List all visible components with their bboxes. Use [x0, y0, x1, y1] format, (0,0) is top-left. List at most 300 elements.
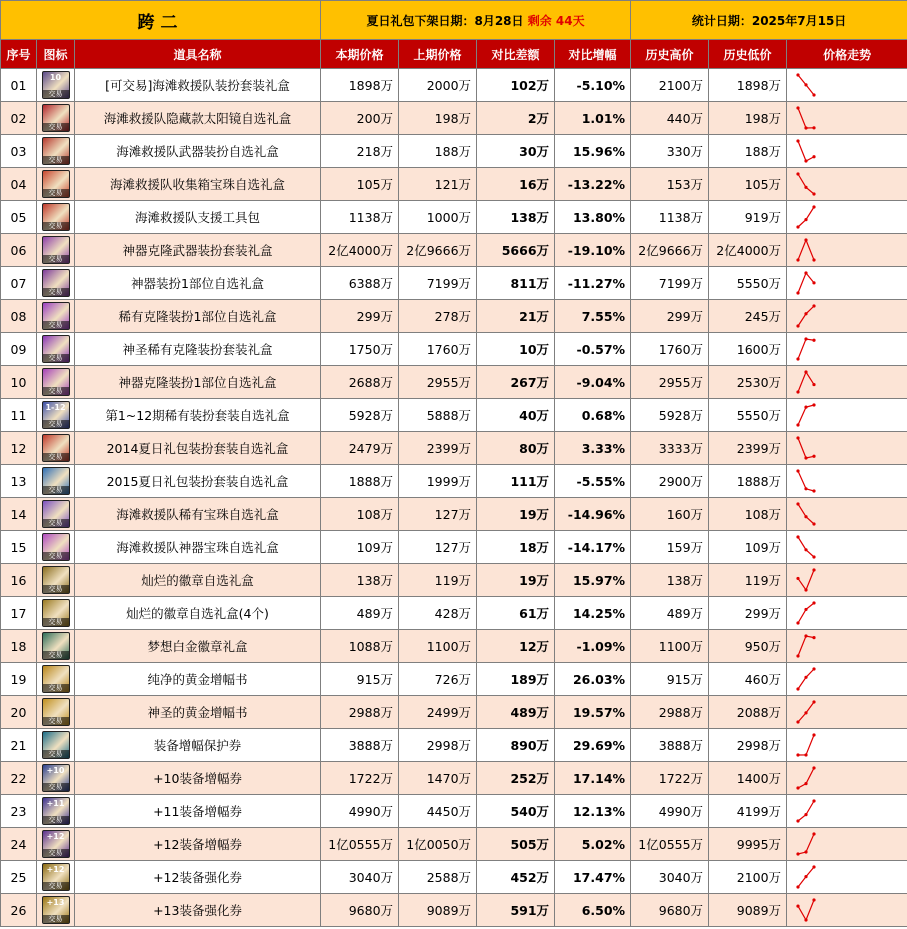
- previous-price: 2亿9666万: [399, 234, 477, 267]
- previous-price: 4450万: [399, 795, 477, 828]
- trend-point: [804, 83, 807, 86]
- history-low: 2998万: [709, 729, 787, 762]
- history-high: 440万: [631, 102, 709, 135]
- trend-line: [798, 207, 814, 227]
- trend-point: [796, 73, 799, 76]
- current-price: 6388万: [321, 267, 399, 300]
- trend-point: [812, 568, 815, 571]
- item-name: [可交易]海滩救援队装扮套装礼盒: [75, 69, 321, 102]
- row-number: 24: [1, 828, 37, 861]
- price-difference: 30万: [477, 135, 555, 168]
- trade-label: 交易: [43, 288, 69, 296]
- history-high: 2亿9666万: [631, 234, 709, 267]
- icon-tag: +12: [46, 865, 65, 874]
- plus13-enhance-icon: [42, 896, 70, 924]
- price-difference: 138万: [477, 201, 555, 234]
- price-change-percent: -14.17%: [555, 531, 631, 564]
- table-row: [1, 300, 907, 333]
- trend-point: [796, 423, 799, 426]
- item-name: 海滩救援队稀有宝珠自选礼盒: [75, 498, 321, 531]
- item-name: +13装备强化券: [75, 894, 321, 927]
- toolkit-icon: [42, 203, 70, 231]
- history-low: 5550万: [709, 267, 787, 300]
- trend-line: [798, 240, 814, 260]
- row-number: 17: [1, 597, 37, 630]
- trade-label: 交易: [43, 123, 69, 131]
- server-title: 跨二: [1, 1, 321, 40]
- row-number: 03: [1, 135, 37, 168]
- trend-point: [812, 155, 815, 158]
- table-row: [1, 894, 907, 927]
- row-number: 07: [1, 267, 37, 300]
- item-name: 海滩救援队武器装扮自选礼盒: [75, 135, 321, 168]
- deadline-info: [321, 1, 631, 40]
- icon-cell: [37, 498, 75, 531]
- history-high: 7199万: [631, 267, 709, 300]
- table-row: [1, 267, 907, 300]
- column-header: 历史高价: [631, 40, 709, 69]
- current-price: 3888万: [321, 729, 399, 762]
- trade-label: 交易: [43, 915, 69, 923]
- trend-line: [798, 669, 814, 689]
- price-difference: 111万: [477, 465, 555, 498]
- history-low: 1888万: [709, 465, 787, 498]
- icon-cell: [37, 102, 75, 135]
- current-price: 109万: [321, 531, 399, 564]
- trade-label: 交易: [43, 387, 69, 395]
- price-change-percent: 0.68%: [555, 399, 631, 432]
- current-price: 2479万: [321, 432, 399, 465]
- trend-point: [796, 225, 799, 228]
- trend-line: [798, 141, 814, 161]
- history-high: 915万: [631, 663, 709, 696]
- item-name: +12装备强化券: [75, 861, 321, 894]
- platinum-badge-icon: [42, 632, 70, 660]
- column-header: 上期价格: [399, 40, 477, 69]
- previous-price: 2000万: [399, 69, 477, 102]
- trend-point: [804, 456, 807, 459]
- price-change-percent: 7.55%: [555, 300, 631, 333]
- trend-cell: [787, 729, 907, 762]
- trade-label: 交易: [43, 552, 69, 560]
- history-high: 1亿0555万: [631, 828, 709, 861]
- row-number: 22: [1, 762, 37, 795]
- trend-sparkline: [792, 203, 902, 231]
- trend-sparkline: [792, 764, 902, 792]
- column-header: 道具名称: [75, 40, 321, 69]
- table-row: [1, 828, 907, 861]
- trend-line: [798, 570, 814, 590]
- weapon-box-icon: [42, 137, 70, 165]
- table-row: [1, 69, 907, 102]
- trend-point: [796, 904, 799, 907]
- trend-cell: [787, 795, 907, 828]
- trend-point: [812, 601, 815, 604]
- trend-cell: [787, 168, 907, 201]
- table-row: [1, 729, 907, 762]
- row-number: 26: [1, 894, 37, 927]
- current-price: 1088万: [321, 630, 399, 663]
- icon-tag: 10: [49, 73, 62, 82]
- previous-price: 2499万: [399, 696, 477, 729]
- current-price: 4990万: [321, 795, 399, 828]
- badge-box-icon: [42, 566, 70, 594]
- column-header: 对比增幅: [555, 40, 631, 69]
- row-number: 21: [1, 729, 37, 762]
- table-row: [1, 597, 907, 630]
- history-high: 489万: [631, 597, 709, 630]
- icon-cell: [37, 663, 75, 696]
- price-change-percent: 6.50%: [555, 894, 631, 927]
- price-change-percent: 17.47%: [555, 861, 631, 894]
- trend-cell: [787, 267, 907, 300]
- trend-line: [798, 603, 814, 623]
- trend-point: [812, 766, 815, 769]
- history-low: 2100万: [709, 861, 787, 894]
- price-difference: 102万: [477, 69, 555, 102]
- trend-cell: [787, 498, 907, 531]
- item-name: 灿烂的徽章自选礼盒(4个): [75, 597, 321, 630]
- rare-clone-set-icon: [42, 335, 70, 363]
- table-row: [1, 432, 907, 465]
- previous-price: 119万: [399, 564, 477, 597]
- row-number: 11: [1, 399, 37, 432]
- history-low: 2088万: [709, 696, 787, 729]
- trend-cell: [787, 300, 907, 333]
- table-row: [1, 630, 907, 663]
- table-row: [1, 762, 907, 795]
- history-low: 2530万: [709, 366, 787, 399]
- protection-ticket-icon: [42, 731, 70, 759]
- rare-costume-box-icon: [42, 401, 70, 429]
- price-change-percent: -11.27%: [555, 267, 631, 300]
- price-change-percent: 29.69%: [555, 729, 631, 762]
- sunglasses-box-icon: [42, 104, 70, 132]
- current-price: 2688万: [321, 366, 399, 399]
- trend-line: [798, 504, 814, 524]
- trend-cell: [787, 531, 907, 564]
- history-high: 1722万: [631, 762, 709, 795]
- trend-line: [798, 438, 814, 458]
- trend-point: [804, 312, 807, 315]
- trend-cell: [787, 234, 907, 267]
- table-row: [1, 399, 907, 432]
- history-low: 460万: [709, 663, 787, 696]
- trade-label: 交易: [43, 684, 69, 692]
- price-change-percent: -9.04%: [555, 366, 631, 399]
- previous-price: 278万: [399, 300, 477, 333]
- trend-point: [812, 667, 815, 670]
- trend-point: [812, 799, 815, 802]
- trend-point: [796, 390, 799, 393]
- history-high: 1138万: [631, 201, 709, 234]
- icon-cell: [37, 597, 75, 630]
- previous-price: 1100万: [399, 630, 477, 663]
- previous-price: 1000万: [399, 201, 477, 234]
- trend-cell: [787, 366, 907, 399]
- trend-point: [804, 753, 807, 756]
- current-price: 915万: [321, 663, 399, 696]
- table-row: [1, 168, 907, 201]
- trend-point: [804, 186, 807, 189]
- trend-cell: [787, 828, 907, 861]
- table-row: [1, 135, 907, 168]
- trend-point: [812, 403, 815, 406]
- trend-point: [796, 885, 799, 888]
- trend-cell: [787, 432, 907, 465]
- history-high: 153万: [631, 168, 709, 201]
- icon-cell: [37, 201, 75, 234]
- item-name: 神器克隆装扮1部位自选礼盒: [75, 366, 321, 399]
- row-number: 04: [1, 168, 37, 201]
- table-row: [1, 795, 907, 828]
- history-low: 1600万: [709, 333, 787, 366]
- price-difference: 10万: [477, 333, 555, 366]
- artifact-orb-box-icon: [42, 533, 70, 561]
- trade-label: 交易: [43, 717, 69, 725]
- trend-point: [812, 636, 815, 639]
- history-high: 2900万: [631, 465, 709, 498]
- trend-point: [804, 487, 807, 490]
- trade-label: 交易: [43, 519, 69, 527]
- item-name: 海滩救援队收集箱宝珠自选礼盒: [75, 168, 321, 201]
- trend-point: [796, 852, 799, 855]
- trend-point: [804, 515, 807, 518]
- price-difference: 12万: [477, 630, 555, 663]
- icon-cell: [37, 300, 75, 333]
- price-difference: 40万: [477, 399, 555, 432]
- history-low: 5550万: [709, 399, 787, 432]
- trend-line: [798, 273, 814, 293]
- icon-cell: [37, 135, 75, 168]
- icon-cell: [37, 399, 75, 432]
- trade-label: 交易: [43, 354, 69, 362]
- icon-cell: [37, 696, 75, 729]
- trend-point: [812, 383, 815, 386]
- item-name: 纯净的黄金增幅书: [75, 663, 321, 696]
- column-header: 图标: [37, 40, 75, 69]
- icon-cell: [37, 69, 75, 102]
- current-price: 299万: [321, 300, 399, 333]
- price-difference: 540万: [477, 795, 555, 828]
- previous-price: 9089万: [399, 894, 477, 927]
- item-name: 海滩救援队隐藏款太阳镜自选礼盒: [75, 102, 321, 135]
- trend-sparkline: [792, 137, 902, 165]
- price-difference: 19万: [477, 498, 555, 531]
- row-number: 13: [1, 465, 37, 498]
- history-high: 330万: [631, 135, 709, 168]
- column-header: 历史低价: [709, 40, 787, 69]
- price-difference: 2万: [477, 102, 555, 135]
- column-header: 本期价格: [321, 40, 399, 69]
- icon-cell: [37, 894, 75, 927]
- trend-point: [796, 654, 799, 657]
- item-name: 稀有克隆装扮1部位自选礼盒: [75, 300, 321, 333]
- trend-point: [812, 93, 815, 96]
- item-name: 灿烂的徽章自选礼盒: [75, 564, 321, 597]
- trend-point: [804, 548, 807, 551]
- price-difference: 489万: [477, 696, 555, 729]
- trend-line: [798, 108, 814, 128]
- plus12-ticket-icon: [42, 830, 70, 858]
- icon-cell: [37, 531, 75, 564]
- current-price: 218万: [321, 135, 399, 168]
- trend-point: [804, 588, 807, 591]
- icon-cell: [37, 795, 75, 828]
- item-name: +10装备增幅券: [75, 762, 321, 795]
- price-change-percent: 13.80%: [555, 201, 631, 234]
- trade-label: 交易: [43, 585, 69, 593]
- table-row: [1, 333, 907, 366]
- trend-sparkline: [792, 269, 902, 297]
- costume-box-icon: [42, 71, 70, 99]
- row-number: 02: [1, 102, 37, 135]
- item-name: 神圣稀有克隆装扮套装礼盒: [75, 333, 321, 366]
- table-row: [1, 861, 907, 894]
- trend-point: [812, 898, 815, 901]
- history-low: 919万: [709, 201, 787, 234]
- trend-point: [812, 281, 815, 284]
- costume-part-icon: [42, 269, 70, 297]
- table-row: [1, 531, 907, 564]
- trade-label: 交易: [43, 882, 69, 890]
- trend-point: [812, 522, 815, 525]
- previous-price: 127万: [399, 531, 477, 564]
- trade-label: 交易: [43, 420, 69, 428]
- trend-cell: [787, 465, 907, 498]
- history-high: 138万: [631, 564, 709, 597]
- icon-tag: +12: [46, 832, 65, 841]
- trend-sparkline: [792, 731, 902, 759]
- column-header: 对比差额: [477, 40, 555, 69]
- rare-orb-box-icon: [42, 500, 70, 528]
- row-number: 06: [1, 234, 37, 267]
- icon-cell: [37, 861, 75, 894]
- trend-line: [798, 339, 814, 359]
- icon-cell: [37, 366, 75, 399]
- history-low: 109万: [709, 531, 787, 564]
- trade-label: 交易: [43, 222, 69, 230]
- trend-cell: [787, 333, 907, 366]
- trend-point: [796, 819, 799, 822]
- icon-cell: [37, 729, 75, 762]
- remaining-days: 剩余 44天: [527, 13, 585, 28]
- history-low: 119万: [709, 564, 787, 597]
- table-row: [1, 201, 907, 234]
- trend-point: [804, 337, 807, 340]
- price-change-percent: 12.13%: [555, 795, 631, 828]
- trend-sparkline: [792, 401, 902, 429]
- history-high: 4990万: [631, 795, 709, 828]
- history-high: 5928万: [631, 399, 709, 432]
- trend-sparkline: [792, 302, 902, 330]
- item-name: 2015夏日礼包装扮套装自选礼盒: [75, 465, 321, 498]
- trade-label: 交易: [43, 651, 69, 659]
- trend-point: [804, 608, 807, 611]
- trend-point: [804, 711, 807, 714]
- trend-point: [812, 865, 815, 868]
- current-price: 9680万: [321, 894, 399, 927]
- history-low: 4199万: [709, 795, 787, 828]
- price-difference: 189万: [477, 663, 555, 696]
- price-change-percent: 19.57%: [555, 696, 631, 729]
- trend-sparkline: [792, 566, 902, 594]
- current-price: 3040万: [321, 861, 399, 894]
- history-low: 9995万: [709, 828, 787, 861]
- trade-label: 交易: [43, 255, 69, 263]
- price-difference: 16万: [477, 168, 555, 201]
- plus12-enhance-icon: [42, 863, 70, 891]
- trade-label: 交易: [43, 189, 69, 197]
- icon-tag: +11: [46, 799, 65, 808]
- previous-price: 2998万: [399, 729, 477, 762]
- trade-label: 交易: [43, 816, 69, 824]
- table-row: [1, 696, 907, 729]
- banner-row: [1, 1, 907, 40]
- trade-label: 交易: [43, 486, 69, 494]
- trend-cell: [787, 630, 907, 663]
- history-high: 159万: [631, 531, 709, 564]
- price-change-percent: 15.96%: [555, 135, 631, 168]
- item-name: 海滩救援队支援工具包: [75, 201, 321, 234]
- icon-tag: 1-12: [45, 403, 66, 412]
- trend-point: [796, 535, 799, 538]
- price-difference: 19万: [477, 564, 555, 597]
- gem-box-icon: [42, 170, 70, 198]
- current-price: 1亿0555万: [321, 828, 399, 861]
- row-number: 16: [1, 564, 37, 597]
- stats-date: 统计日期：2025年7月15日: [631, 1, 907, 40]
- trend-point: [804, 782, 807, 785]
- column-header: 价格走势: [787, 40, 907, 69]
- previous-price: 198万: [399, 102, 477, 135]
- row-number: 14: [1, 498, 37, 531]
- current-price: 1888万: [321, 465, 399, 498]
- trend-cell: [787, 69, 907, 102]
- trend-sparkline: [792, 104, 902, 132]
- trend-sparkline: [792, 797, 902, 825]
- trend-cell: [787, 135, 907, 168]
- history-high: 2100万: [631, 69, 709, 102]
- history-low: 198万: [709, 102, 787, 135]
- history-low: 950万: [709, 630, 787, 663]
- trend-line: [798, 537, 814, 557]
- trade-label: 交易: [43, 90, 69, 98]
- history-low: 105万: [709, 168, 787, 201]
- trend-point: [812, 555, 815, 558]
- icon-cell: [37, 333, 75, 366]
- table-row: [1, 564, 907, 597]
- trade-label: 交易: [43, 321, 69, 329]
- trend-point: [796, 469, 799, 472]
- trend-line: [798, 735, 814, 755]
- trend-cell: [787, 102, 907, 135]
- trend-line: [798, 174, 814, 194]
- trend-point: [796, 357, 799, 360]
- price-change-percent: 1.01%: [555, 102, 631, 135]
- current-price: 2988万: [321, 696, 399, 729]
- current-price: 200万: [321, 102, 399, 135]
- trend-point: [812, 339, 815, 342]
- trend-point: [812, 700, 815, 703]
- trend-sparkline: [792, 434, 902, 462]
- previous-price: 2399万: [399, 432, 477, 465]
- trend-cell: [787, 894, 907, 927]
- trade-label: 交易: [43, 156, 69, 164]
- trend-point: [812, 304, 815, 307]
- previous-price: 121万: [399, 168, 477, 201]
- trend-point: [796, 324, 799, 327]
